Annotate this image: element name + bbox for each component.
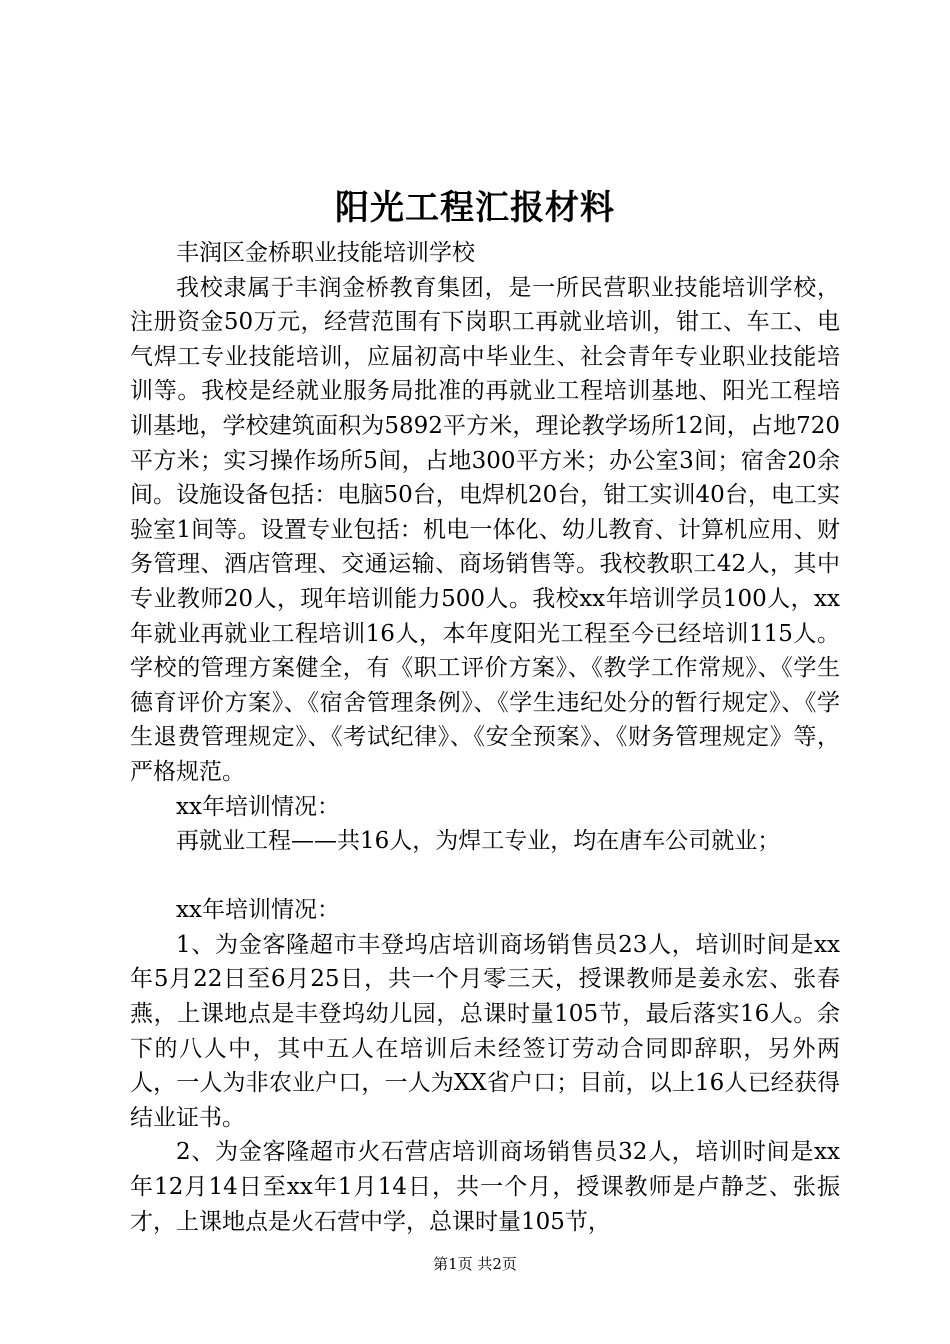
training-item-2-paragraph: 2、为金客隆超市火石营店培训商场销售员32人，培训时间是xx年12月14日至xx年1月14日，共一个月，授课教师是卢静芝、张振才，上课地点是火石营中学，总课时量105节， (130, 1139, 840, 1235)
page-footer: 第1页 共2页 (433, 1255, 517, 1273)
document-title: 阳光工程汇报材料 (335, 188, 615, 228)
training-heading-paragraph-2: xx年培训情况： (176, 897, 340, 924)
school-introduction-paragraph: 我校隶属于丰润金桥教育集团，是一所民营职业技能培训学校，注册资金50万元，经营范围有下岗职工再就业培训，钳工、车工、电气焊工专业技能培训，应届初高中毕业生、社会青年专业职业技能培训等。我校是经就业服务局批准的再就业工程培训基地、阳光工程培训基地，学校建筑面积为5892平方米，理论教学场所12间，占地720平方米；实习操作场所5间，占地300平方米；办公室3间；宿舍20余间。设施设备包括：电脑50台，电焊机20台，钳工实训40台，电工实验室1间等。设置专业包括：机电一体化、幼儿教育、计算机应用、财务管理、酒店管理、交通运输、商场销售等。我校教职工42人，其中专业教师20人，现年培训能力500人。我校xx年培训学员100人，xx年就业再就业工程培训16人，本年度阳光工程至今已经培训115人。学校的管理方案健全，有《职工评价方案》、《教学工作常规》、《学生德育评价方案》、《宿舍管理条例》、《学生违纪处分的暂行规定》、《学生退费管理规定》、《考试纪律》、《安全预案》、《财务管理规定》等，严格规范。 (130, 274, 840, 785)
training-heading-paragraph: xx年培训情况： (176, 793, 340, 820)
document-body (130, 236, 840, 1239)
school-name-paragraph: 丰润区金桥职业技能培训学校 (176, 240, 475, 266)
reemployment-paragraph: 再就业工程——共16人，为焊工专业，均在唐车公司就业； (176, 828, 781, 855)
blank-line (130, 859, 840, 894)
training-item-1-paragraph: 1、为金客隆超市丰登坞店培训商场销售员23人，培训时间是xx年5月22日至6月25日，共一个月零三天，授课教师是姜永宏、张春燕，上课地点是丰登坞幼儿园，总课时量105节，最后落实16人。余下的八人中，其中五人在培训后未经签订劳动合同即辞职，另外两人，一人为非农业户口，一人为XX省户口；目前，以上16人已经获得结业证书。 (130, 931, 840, 1131)
